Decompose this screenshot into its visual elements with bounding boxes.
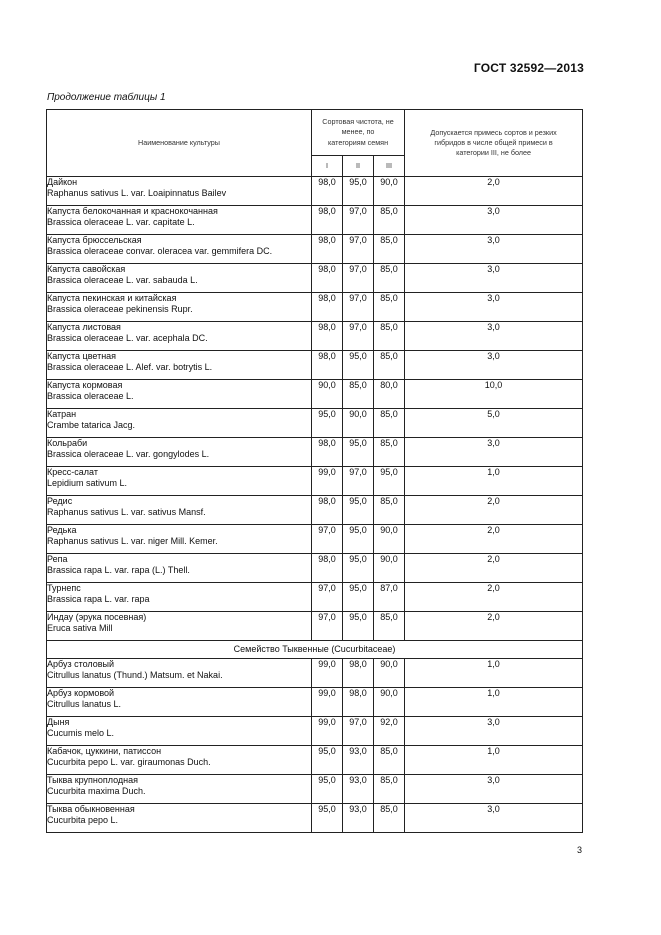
table-row (47, 380, 583, 409)
purity-category-2-cell: 85,0 (343, 380, 374, 409)
table-row (47, 804, 583, 833)
table-row (47, 177, 583, 206)
column-header-name: Наименование культуры (47, 110, 312, 177)
impurity-cell: 2,0 (405, 554, 583, 583)
purity-category-3-cell: 80,0 (374, 380, 405, 409)
purity-category-1-cell: 98,0 (312, 293, 343, 322)
crop-name: Индау (эрука посевная) (47, 612, 147, 622)
purity-category-2-cell: 90,0 (343, 409, 374, 438)
table-row (47, 583, 583, 612)
crop-name-cell (47, 554, 312, 583)
purity-category-1-cell: 98,0 (312, 322, 343, 351)
crop-latin-name: Brassica oleraceae L. var. gongylodes L. (47, 449, 210, 460)
purity-category-2-cell: 97,0 (343, 264, 374, 293)
crop-latin-name: Brassica oleraceae pekinensis Rupr. (47, 304, 193, 315)
purity-category-2-cell: 97,0 (343, 322, 374, 351)
impurity-cell: 1,0 (405, 659, 583, 688)
crop-name: Капуста брюссельская (47, 235, 142, 245)
crop-name: Редька (47, 525, 77, 535)
purity-category-1-cell: 95,0 (312, 775, 343, 804)
purity-category-1-cell: 95,0 (312, 746, 343, 775)
column-header-purity: Сортовая чистота, не менее, по категориям семян (312, 110, 405, 156)
purity-category-3-cell: 85,0 (374, 746, 405, 775)
purity-category-1-cell: 97,0 (312, 612, 343, 641)
seed-purity-table (46, 109, 583, 833)
crop-name: Дайкон (47, 177, 78, 187)
purity-category-3-cell: 92,0 (374, 717, 405, 746)
crop-latin-name: Brassica oleraceae convar. oleracea var. gemmifera DC. (47, 246, 273, 257)
purity-category-1-cell: 98,0 (312, 177, 343, 206)
purity-category-3-cell: 85,0 (374, 409, 405, 438)
purity-category-1-cell: 90,0 (312, 380, 343, 409)
column-header-impurity: Допускается примесь сортов и резких гибридов в числе общей примеси в категории III, не более (405, 110, 583, 177)
purity-category-3-cell: 87,0 (374, 583, 405, 612)
purity-category-3-cell: 85,0 (374, 264, 405, 293)
impurity-cell: 1,0 (405, 688, 583, 717)
table-row (47, 293, 583, 322)
crop-name-cell (47, 293, 312, 322)
impurity-cell: 3,0 (405, 775, 583, 804)
crop-latin-name: Cucumis melo L. (47, 728, 115, 739)
purity-category-2-cell: 95,0 (343, 554, 374, 583)
purity-category-1-cell: 98,0 (312, 206, 343, 235)
crop-name: Репа (47, 554, 68, 564)
purity-category-3-cell: 90,0 (374, 177, 405, 206)
document-code: ГОСТ 32592—2013 (473, 61, 584, 75)
impurity-cell: 1,0 (405, 467, 583, 496)
purity-category-3-cell: 90,0 (374, 525, 405, 554)
purity-category-2-cell: 95,0 (343, 351, 374, 380)
crop-name-cell (47, 235, 312, 264)
purity-category-2-cell: 93,0 (343, 775, 374, 804)
table-body (47, 177, 583, 833)
crop-latin-name: Crambe tatarica Jacg. (47, 420, 136, 431)
purity-category-2-cell: 97,0 (343, 467, 374, 496)
purity-category-2-cell: 93,0 (343, 746, 374, 775)
crop-name-cell (47, 659, 312, 688)
crop-name: Кабачок, цуккини, патиссон (47, 746, 162, 756)
purity-category-1-cell: 98,0 (312, 554, 343, 583)
crop-name-cell (47, 525, 312, 554)
purity-category-1-cell: 98,0 (312, 438, 343, 467)
impurity-cell: 2,0 (405, 525, 583, 554)
crop-name: Кольраби (47, 438, 88, 448)
crop-name-cell (47, 438, 312, 467)
purity-category-2-cell: 97,0 (343, 717, 374, 746)
crop-latin-name: Eruca sativa Mill (47, 623, 113, 634)
crop-name: Катран (47, 409, 77, 419)
impurity-cell: 5,0 (405, 409, 583, 438)
impurity-cell: 2,0 (405, 177, 583, 206)
impurity-cell: 3,0 (405, 206, 583, 235)
purity-category-2-cell: 95,0 (343, 177, 374, 206)
table-row (47, 659, 583, 688)
purity-category-2-cell: 95,0 (343, 583, 374, 612)
table-row (47, 322, 583, 351)
purity-category-3-cell: 90,0 (374, 554, 405, 583)
impurity-cell: 3,0 (405, 293, 583, 322)
table-row (47, 612, 583, 641)
crop-name-cell (47, 496, 312, 525)
crop-name-cell (47, 583, 312, 612)
impurity-cell: 10,0 (405, 380, 583, 409)
impurity-cell: 2,0 (405, 612, 583, 641)
purity-category-2-cell: 95,0 (343, 438, 374, 467)
purity-category-3-cell: 85,0 (374, 496, 405, 525)
purity-category-1-cell: 95,0 (312, 409, 343, 438)
table-row (47, 206, 583, 235)
purity-category-1-cell: 99,0 (312, 688, 343, 717)
table-row (47, 264, 583, 293)
crop-name-cell (47, 746, 312, 775)
impurity-cell: 2,0 (405, 496, 583, 525)
impurity-cell: 3,0 (405, 438, 583, 467)
purity-category-1-cell: 98,0 (312, 496, 343, 525)
purity-category-2-cell: 97,0 (343, 206, 374, 235)
impurity-cell: 2,0 (405, 583, 583, 612)
crop-latin-name: Citrullus lanatus L. (47, 699, 122, 710)
crop-name: Редис (47, 496, 73, 506)
impurity-cell: 3,0 (405, 235, 583, 264)
crop-name: Капуста савойская (47, 264, 126, 274)
crop-name-cell (47, 264, 312, 293)
crop-latin-name: Brassica oleraceae L. (47, 391, 134, 402)
purity-category-2-cell: 98,0 (343, 688, 374, 717)
crop-latin-name: Brassica oleraceae L. var. sabauda L. (47, 275, 198, 286)
purity-category-1-cell: 98,0 (312, 264, 343, 293)
crop-name: Турнепс (47, 583, 81, 593)
crop-latin-name: Citrullus lanatus (Thund.) Matsum. et Nakai. (47, 670, 223, 681)
purity-category-1-cell: 97,0 (312, 525, 343, 554)
purity-category-3-cell: 85,0 (374, 438, 405, 467)
table-row (47, 775, 583, 804)
crop-name-cell (47, 688, 312, 717)
crop-name: Кресс-салат (47, 467, 98, 477)
purity-category-3-cell: 85,0 (374, 775, 405, 804)
purity-category-3-cell: 85,0 (374, 804, 405, 833)
crop-latin-name: Brassica oleraceae L. var. acephala DC. (47, 333, 208, 344)
crop-name: Капуста белокочанная и краснокочанная (47, 206, 218, 216)
table-caption: Продолжение таблицы 1 (47, 92, 166, 103)
impurity-cell: 3,0 (405, 264, 583, 293)
purity-category-3-cell: 85,0 (374, 293, 405, 322)
purity-category-1-cell: 98,0 (312, 235, 343, 264)
crop-latin-name: Brassica rapa L. var. rapa (47, 594, 150, 605)
table-row (47, 351, 583, 380)
crop-name-cell (47, 177, 312, 206)
purity-category-1-cell: 99,0 (312, 717, 343, 746)
crop-latin-name: Raphanus sativus L. var. Loaipinnatus Bailev (47, 188, 227, 199)
crop-name: Капуста кормовая (47, 380, 123, 390)
crop-latin-name: Cucurbita pepo L. var. giraumonas Duch. (47, 757, 211, 768)
crop-name-cell (47, 717, 312, 746)
purity-category-2-cell: 98,0 (343, 659, 374, 688)
table-row (47, 467, 583, 496)
crop-name: Капуста листовая (47, 322, 121, 332)
purity-category-1-cell: 98,0 (312, 351, 343, 380)
purity-category-3-cell: 90,0 (374, 688, 405, 717)
purity-category-3-cell: 95,0 (374, 467, 405, 496)
impurity-cell: 3,0 (405, 717, 583, 746)
crop-name: Капуста пекинская и китайская (47, 293, 177, 303)
crop-name-cell (47, 322, 312, 351)
table-row (47, 746, 583, 775)
crop-name-cell (47, 380, 312, 409)
table-row (47, 717, 583, 746)
purity-category-3-cell: 85,0 (374, 206, 405, 235)
crop-name-cell (47, 775, 312, 804)
purity-category-3-cell: 85,0 (374, 351, 405, 380)
impurity-cell: 1,0 (405, 746, 583, 775)
column-header-category-2: II (343, 156, 374, 177)
crop-name-cell (47, 409, 312, 438)
purity-category-1-cell: 99,0 (312, 467, 343, 496)
crop-name-cell (47, 206, 312, 235)
crop-latin-name: Brassica rapa L. var. rapa (L.) Thell. (47, 565, 190, 576)
page-number: 3 (576, 845, 582, 855)
table-row (47, 554, 583, 583)
column-header-category-1: I (312, 156, 343, 177)
purity-category-2-cell: 95,0 (343, 496, 374, 525)
purity-category-2-cell: 93,0 (343, 804, 374, 833)
crop-name: Капуста цветная (47, 351, 117, 361)
crop-latin-name: Cucurbita maxima Duch. (47, 786, 146, 797)
family-header-row (47, 641, 583, 659)
impurity-cell: 3,0 (405, 351, 583, 380)
crop-name: Арбуз столовый (47, 659, 115, 669)
table-row (47, 496, 583, 525)
crop-name: Арбуз кормовой (47, 688, 115, 698)
crop-name-cell (47, 351, 312, 380)
purity-category-3-cell: 85,0 (374, 322, 405, 351)
family-header: Семейство Тыквенные (Cucurbitaceae) (47, 641, 583, 659)
purity-category-2-cell: 95,0 (343, 612, 374, 641)
purity-category-3-cell: 90,0 (374, 659, 405, 688)
crop-latin-name: Cucurbita pepo L. (47, 815, 119, 826)
purity-category-2-cell: 95,0 (343, 525, 374, 554)
crop-name-cell (47, 612, 312, 641)
crop-name-cell (47, 804, 312, 833)
crop-latin-name: Brassica oleraceae L. var. capitate L. (47, 217, 195, 228)
purity-category-3-cell: 85,0 (374, 235, 405, 264)
purity-category-2-cell: 97,0 (343, 235, 374, 264)
purity-category-2-cell: 97,0 (343, 293, 374, 322)
crop-name-cell (47, 467, 312, 496)
purity-category-1-cell: 99,0 (312, 659, 343, 688)
table-row (47, 235, 583, 264)
crop-name: Тыква крупноплодная (47, 775, 139, 785)
impurity-cell: 3,0 (405, 804, 583, 833)
table-row (47, 438, 583, 467)
crop-name: Тыква обыкновенная (47, 804, 135, 814)
crop-latin-name: Raphanus sativus L. var. niger Mill. Kemer. (47, 536, 218, 547)
crop-latin-name: Lepidium sativum L. (47, 478, 128, 489)
table-row (47, 688, 583, 717)
crop-latin-name: Brassica oleraceae L. Alef. var. botrytis L. (47, 362, 213, 373)
purity-category-3-cell: 85,0 (374, 612, 405, 641)
column-header-category-3: III (374, 156, 405, 177)
table-row (47, 409, 583, 438)
purity-category-1-cell: 95,0 (312, 804, 343, 833)
crop-name: Дыня (47, 717, 70, 727)
table-row (47, 525, 583, 554)
crop-latin-name: Raphanus sativus L. var. sativus Mansf. (47, 507, 206, 518)
purity-category-1-cell: 97,0 (312, 583, 343, 612)
impurity-cell: 3,0 (405, 322, 583, 351)
